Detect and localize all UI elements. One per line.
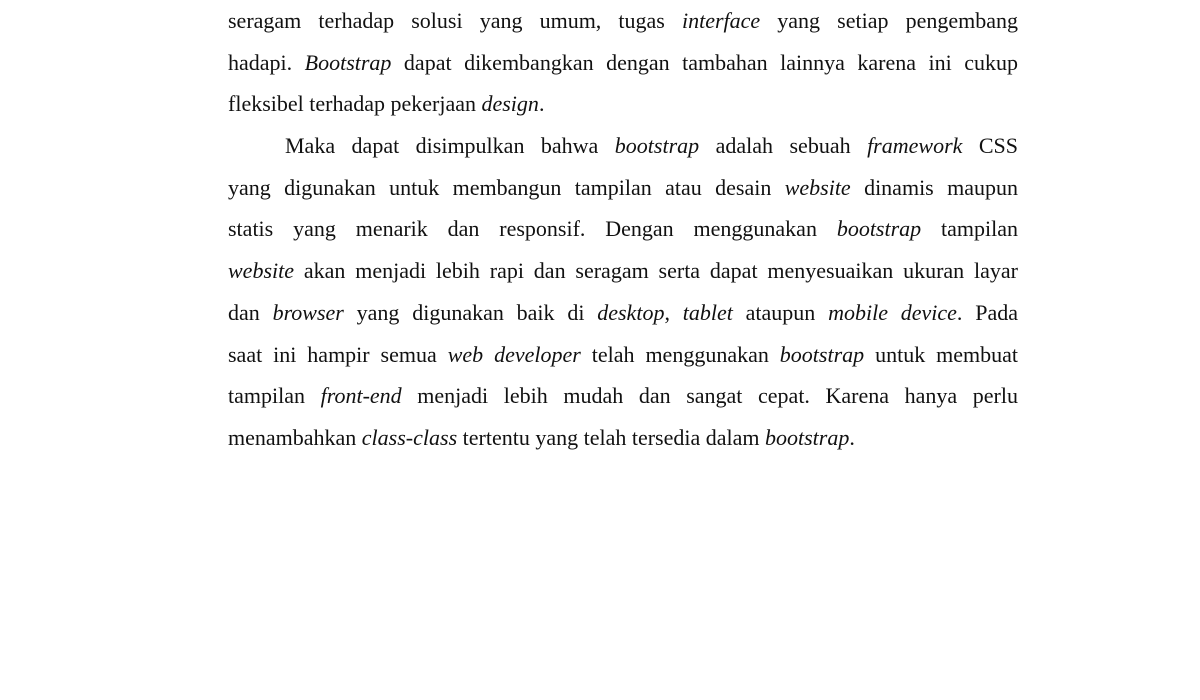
text-line (228, 208, 1018, 250)
text-run: statis yang menarik dan responsif. Dengan menggunakan (228, 216, 837, 242)
text-run: dapat dikembangkan dengan tambahan lainnya karena ini cukup (391, 49, 1018, 75)
text-run: . (849, 424, 855, 450)
text-run: fleksibel terhadap pekerjaan (228, 91, 482, 117)
italic-text-run: Bootstrap (304, 49, 392, 75)
text-line (228, 292, 1018, 334)
text-run: yang setiap pengembang (760, 8, 1018, 33)
paragraph-2 (228, 125, 1018, 459)
italic-text-run: browser (272, 299, 344, 325)
paragraph-1 (228, 0, 1018, 125)
italic-text-run: bootstrap (779, 341, 865, 367)
text-run: menjadi lebih mudah dan sangat cepat. Karena hanya perlu (401, 383, 1018, 409)
text-line (228, 0, 1018, 42)
italic-text-run: bootstrap (765, 424, 850, 450)
text-run: CSS (962, 133, 1018, 159)
text-run: - (405, 424, 414, 450)
italic-text-run: framework (867, 133, 963, 159)
text-run: menambahkan (228, 424, 362, 450)
italic-text-run: class (413, 424, 458, 450)
text-run: dan (228, 299, 273, 325)
italic-text-run: bootstrap (614, 133, 700, 159)
italic-text-run: web developer (447, 341, 581, 367)
italic-text-run: desktop (597, 299, 665, 325)
text-run: tampilan (228, 383, 321, 409)
italic-text-run: mobile device (828, 299, 957, 325)
text-run: akan menjadi lebih rapi dan seragam serta dapat menyesuaikan ukuran layar (294, 258, 1018, 284)
text-run: adalah sebuah (699, 133, 868, 159)
text-line (228, 250, 1018, 292)
text-run: , (664, 299, 683, 325)
text-run: hadapi. (228, 49, 305, 75)
italic-text-run: class (361, 424, 406, 450)
text-line (228, 42, 1018, 84)
text-run: yang digunakan baik di (343, 299, 598, 325)
body-text (228, 0, 1018, 459)
text-line (228, 167, 1018, 209)
italic-text-run: tablet (682, 299, 733, 325)
text-run: ataupun (732, 299, 829, 325)
text-run: tertentu yang telah tersedia dalam (457, 424, 765, 450)
text-run: telah menggunakan (580, 341, 780, 367)
italic-text-run: front (320, 383, 363, 409)
italic-text-run: bootstrap (836, 216, 922, 242)
text-line (228, 334, 1018, 376)
italic-text-run: website (784, 174, 851, 200)
italic-text-run: website (228, 258, 294, 284)
text-run: saat ini hampir semua (228, 341, 448, 367)
text-line (228, 375, 1018, 417)
text-run: seragam terhadap solusi yang umum, tugas (228, 8, 682, 33)
italic-text-run: interface (681, 8, 761, 33)
text-run: untuk membuat (864, 341, 1018, 367)
text-line (228, 83, 1018, 125)
text-run: . (538, 91, 545, 117)
text-run: Maka dapat disimpulkan bahwa (285, 133, 615, 159)
text-line (228, 125, 1018, 167)
italic-text-run: design (481, 91, 539, 117)
italic-text-run: end (369, 383, 402, 409)
text-run: yang digunakan untuk membangun tampilan atau desain (228, 174, 785, 200)
text-run: tampilan (921, 216, 1018, 242)
text-line (228, 417, 1018, 459)
text-run: . Pada (956, 299, 1018, 325)
text-run: - (362, 383, 370, 409)
text-run: dinamis maupun (850, 174, 1018, 200)
